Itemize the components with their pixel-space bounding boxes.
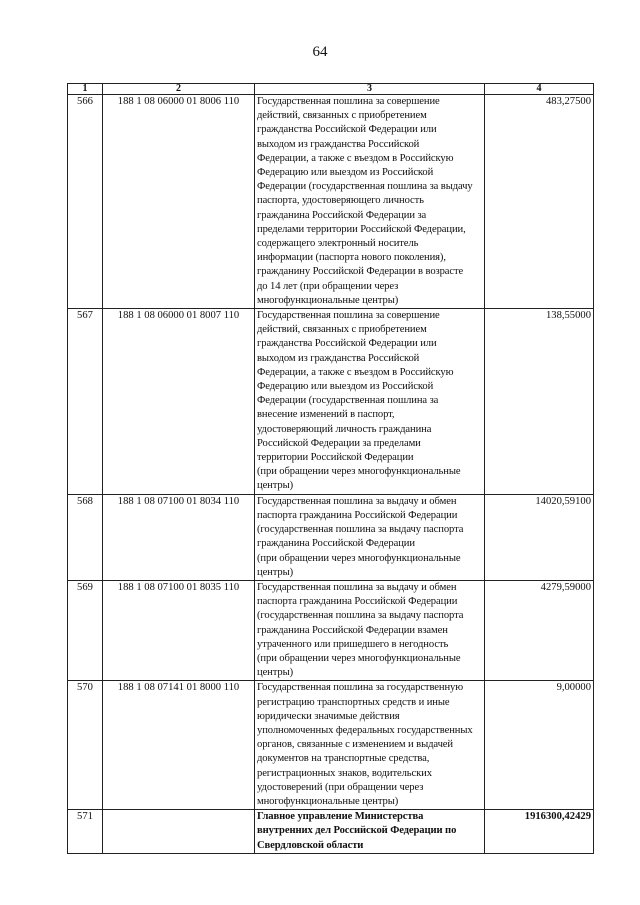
row-number: 567	[68, 309, 103, 495]
row-number: 568	[68, 494, 103, 580]
amount: 1916300,42429	[485, 810, 594, 854]
table-row	[68, 95, 594, 309]
budget-code: 188 1 08 07141 01 8000 110	[103, 681, 255, 810]
description: Главное управление Министерства внутренних дел Российской Федерации по Свердловской области	[255, 810, 485, 854]
row-number: 569	[68, 580, 103, 680]
table-header-row	[68, 84, 594, 95]
table-row	[68, 494, 594, 580]
row-number: 571	[68, 810, 103, 854]
description: Государственная пошлина за выдачу и обмен паспорта гражданина Российской Федерации (государственная пошлина за выдачу паспорта гражданина Российской Федерации (при обращении через многофункциональные центры)	[255, 494, 485, 580]
budget-table	[67, 83, 594, 854]
table-row	[68, 681, 594, 810]
row-number: 570	[68, 681, 103, 810]
budget-code: 188 1 08 07100 01 8035 110	[103, 580, 255, 680]
amount: 138,55000	[485, 309, 594, 495]
budget-code: 188 1 08 07100 01 8034 110	[103, 494, 255, 580]
budget-code	[103, 810, 255, 854]
column-header-1: 1	[68, 84, 103, 95]
table-row	[68, 580, 594, 680]
amount: 9,00000	[485, 681, 594, 810]
table-row	[68, 810, 594, 854]
description: Государственная пошлина за совершение действий, связанных с приобретением гражданства Российской Федерации или выходом из гражданства Российской Федерации, а также с въездом в Российскую Федерацию или выездом из Российской Федерации (государственная пошлина за внесение изменений в паспорт, удостоверяющий личность гражданина Российской Федерации за пределами территории Российской Федерации (при обращении через многофункциональные центры)	[255, 309, 485, 495]
table-row	[68, 309, 594, 495]
amount: 483,27500	[485, 95, 594, 309]
page-number: 64	[312, 44, 328, 60]
description: Государственная пошлина за совершение действий, связанных с приобретением гражданства Российской Федерации или выходом из гражданства Российской Федерации, а также с въездом в Российскую Федерацию или выездом из Российской Федерации (государственная пошлина за выдачу паспорта, удостоверяющего личность гражданина Российской Федерации за пределами территории Российской Федерации, содержащего электронный носитель информации (паспорта нового поколения), гражданину Российской Федерации в возрасте до 14 лет (при обращении через многофункциональные центры)	[255, 95, 485, 309]
column-header-3: 3	[255, 84, 485, 95]
column-header-4: 4	[485, 84, 594, 95]
amount: 4279,59000	[485, 580, 594, 680]
budget-code: 188 1 08 06000 01 8007 110	[103, 309, 255, 495]
description: Государственная пошлина за выдачу и обмен паспорта гражданина Российской Федерации (государственная пошлина за выдачу паспорта гражданина Российской Федерации взамен утраченного или пришедшего в негодность (при обращении через многофункциональные центры)	[255, 580, 485, 680]
amount: 14020,59100	[485, 494, 594, 580]
description: Государственная пошлина за государственную регистрацию транспортных средств и иные юридически значимые действия уполномоченных федеральных государственных органов, связанные с изменением и выдачей документов на транспортные средства, регистрационных знаков, водительских удостоверений (при обращении через многофункциональные центры)	[255, 681, 485, 810]
budget-code: 188 1 08 06000 01 8006 110	[103, 95, 255, 309]
column-header-2: 2	[103, 84, 255, 95]
row-number: 566	[68, 95, 103, 309]
